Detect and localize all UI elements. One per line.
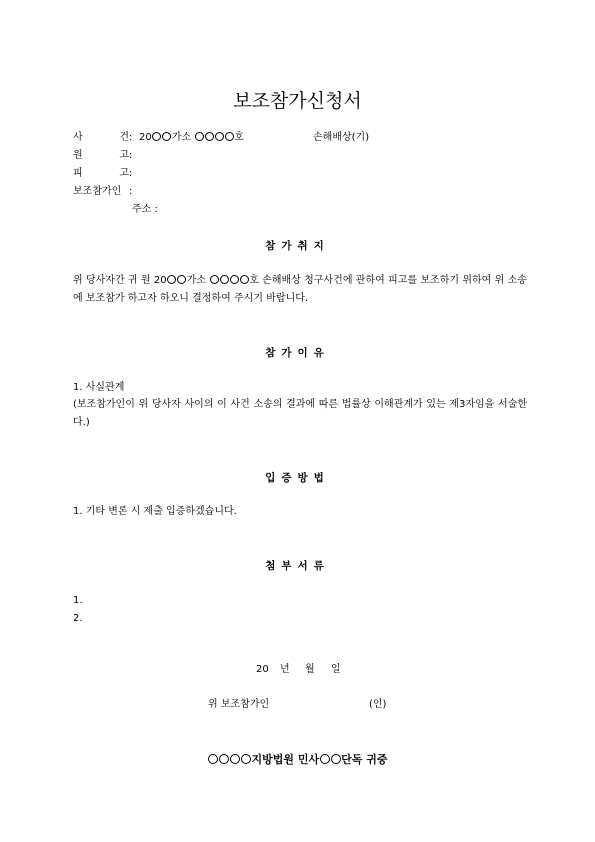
date-year: 년 — [280, 664, 290, 675]
document-title: 보조참가신청서 — [233, 90, 362, 112]
plaintiff-label — [73, 149, 129, 163]
proof-item: 1. 기타 변론 시 제출 입증하겠습니다. — [73, 506, 237, 517]
defendant-label — [73, 167, 129, 181]
court-addressee: 지방법원 민사 단독 귀중 — [0, 751, 595, 767]
placeholder-circle — [219, 754, 229, 764]
attachment-item: 1. — [73, 595, 83, 606]
placeholder-circle — [240, 275, 249, 284]
plaintiff-label-char: 고 — [119, 150, 129, 161]
date-month: 월 — [305, 664, 315, 675]
case-colon: : — [129, 132, 133, 143]
purpose-heading: 참가취지 — [265, 240, 330, 252]
reason-heading: 참가이유 — [265, 347, 330, 359]
placeholder-circle — [220, 275, 229, 284]
defendant-label-char: 고 — [119, 168, 129, 179]
reason-body: (보조참가인이 위 당사자 사이의 이 사건 소송의 결과에 따른 법률상 이해관계가 있는 제3자임을 서술한다.) — [73, 399, 527, 428]
placeholder-circle — [225, 132, 234, 141]
case-type: 손해배상(기) — [313, 132, 370, 143]
purpose-body: 위 당사자간 귀 원 20 가소 호 손해배상 청구사건에 관하여 피고를 보조하기 위하여 위 소송에 보조참가 하고자 하오니 결정하여 주시기 바랍니다. — [73, 275, 527, 304]
attachments-heading: 첨부서류 — [265, 560, 330, 572]
proof-heading: 입증방법 — [265, 472, 330, 484]
signature-label: 위 보조참가인 — [208, 699, 270, 710]
case-label-char: 건 — [119, 132, 129, 143]
plaintiff-colon: : — [129, 150, 133, 161]
placeholder-circle — [152, 132, 161, 141]
placeholder-circle — [230, 754, 240, 764]
placeholder-circle — [320, 754, 330, 764]
date-prefix: 20 — [256, 664, 269, 675]
case-number: 20 가소 호 — [139, 132, 244, 143]
placeholder-circle — [205, 132, 214, 141]
placeholder-circle — [167, 275, 176, 284]
placeholder-circle — [162, 132, 171, 141]
placeholder-circle — [208, 754, 218, 764]
address-label: 주소 : — [132, 204, 158, 215]
placeholder-circle — [331, 754, 341, 764]
attachment-item: 2. — [73, 613, 83, 624]
placeholder-circle — [210, 275, 219, 284]
seal-mark: (인) — [369, 699, 387, 710]
case-label — [73, 131, 129, 145]
intervenor-label: 보조참가인 — [73, 186, 122, 197]
intervenor-colon: : — [129, 186, 133, 197]
placeholder-circle — [215, 132, 224, 141]
defendant-label-char: 피 — [73, 168, 83, 179]
reason-item: 1. 사실관계 — [73, 382, 125, 393]
defendant-colon: : — [129, 168, 133, 179]
placeholder-circle — [177, 275, 186, 284]
placeholder-circle — [195, 132, 204, 141]
date-day: 일 — [331, 664, 341, 675]
case-label-char: 사 — [73, 132, 83, 143]
placeholder-circle — [241, 754, 251, 764]
plaintiff-label-char: 원 — [73, 150, 83, 161]
placeholder-circle — [230, 275, 239, 284]
